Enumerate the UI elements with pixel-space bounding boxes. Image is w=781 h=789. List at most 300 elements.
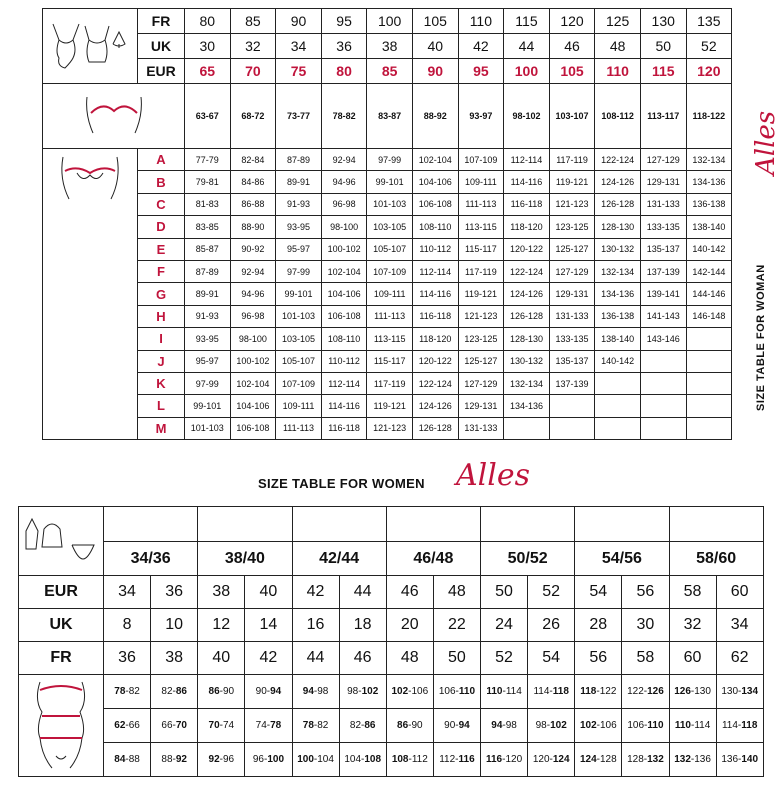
measure-high: 94 — [270, 686, 282, 697]
bust-value: 117-119 — [367, 372, 413, 394]
bust-value: 131-133 — [458, 417, 504, 439]
size-value: 135 — [686, 9, 732, 34]
underbust-value: 78-82 — [321, 84, 367, 149]
bust-value: 120-122 — [412, 350, 458, 372]
bust-value: 102-104 — [321, 260, 367, 282]
bust-value — [640, 417, 686, 439]
measure-high: 126 — [647, 686, 664, 697]
measure-high: 110 — [458, 686, 476, 697]
measure-value: 82-86 — [151, 675, 198, 709]
measure-high: 118 — [552, 686, 569, 697]
measure-value: 90-94 — [433, 709, 480, 743]
size-value: 30 — [185, 34, 231, 59]
size-value: 38 — [367, 34, 413, 59]
measure-low: 116 — [485, 754, 503, 765]
bust-value: 90-92 — [230, 238, 276, 260]
measure-high: 66 — [128, 720, 140, 731]
bust-value: 97-99 — [367, 149, 413, 171]
size-header-row — [43, 34, 732, 59]
size-value: 110 — [595, 59, 641, 84]
bust-value: 114-116 — [504, 171, 550, 193]
measure-value: 106-110 — [433, 675, 480, 709]
size-value: 95 — [458, 59, 504, 84]
cup-label: E — [138, 238, 185, 260]
cup-row — [43, 417, 732, 439]
measure-value: 130-134 — [716, 675, 763, 709]
bust-value — [640, 395, 686, 417]
bust-value: 102-104 — [412, 149, 458, 171]
cup-row — [43, 305, 732, 327]
size-value: 14 — [245, 609, 292, 642]
measure-low: 104 — [344, 754, 362, 765]
bust-value: 132-134 — [595, 260, 641, 282]
measure-value: 66-70 — [151, 709, 198, 743]
size-value: 75 — [276, 59, 322, 84]
bust-value: 118-120 — [412, 328, 458, 350]
bust-value: 138-140 — [686, 216, 732, 238]
measure-low: 114 — [721, 720, 738, 731]
size-value: 85 — [230, 9, 276, 34]
measure-high: 70 — [175, 720, 187, 731]
measure-high: 96 — [222, 754, 235, 765]
size-value: 42 — [292, 576, 339, 609]
table2-title: SIZE TABLE FOR WOMEN — [258, 476, 425, 491]
bust-value: 111-113 — [458, 193, 504, 215]
group-spacer — [481, 507, 575, 542]
measure-high: 122 — [599, 686, 617, 697]
underbust-value: 103-107 — [549, 84, 595, 149]
bust-value: 82-84 — [230, 149, 276, 171]
bust-value: 137-139 — [549, 372, 595, 394]
bust-value: 127-129 — [549, 260, 595, 282]
size-value: 20 — [386, 609, 433, 642]
measure-high: 90 — [411, 720, 423, 731]
measure-low: 124 — [579, 754, 597, 765]
bust-value: 136-138 — [686, 193, 732, 215]
size-value: 42 — [245, 642, 292, 675]
size-value: 90 — [276, 9, 322, 34]
size-value: 65 — [185, 59, 231, 84]
size-value: 12 — [198, 609, 245, 642]
bust-value: 121-123 — [458, 305, 504, 327]
size-header-row — [43, 9, 732, 34]
bust-value: 83-85 — [185, 216, 231, 238]
cup-label: K — [138, 372, 185, 394]
measure-value: 122-126 — [622, 675, 669, 709]
bust-value: 95-97 — [185, 350, 231, 372]
measure-high: 130 — [694, 686, 711, 697]
bust-value: 115-117 — [367, 350, 413, 372]
measure-value: 62-66 — [104, 709, 151, 743]
size-system-row — [19, 642, 764, 675]
bust-value: 131-133 — [549, 305, 595, 327]
measure-low: 102 — [579, 720, 597, 731]
bust-value: 89-91 — [276, 171, 322, 193]
size-system-label: UK — [138, 34, 185, 59]
bust-value: 127-129 — [458, 372, 504, 394]
measure-low: 98 — [347, 686, 359, 697]
bust-value: 106-108 — [321, 305, 367, 327]
size-value: 58 — [622, 642, 669, 675]
measure-value: 98-102 — [339, 675, 386, 709]
bust-value: 91-93 — [276, 193, 322, 215]
measure-low: 66 — [161, 720, 173, 731]
underbust-value: 118-122 — [686, 84, 732, 149]
measure-high: 104 — [317, 754, 334, 765]
size-value: 58 — [669, 576, 716, 609]
bust-value: 124-126 — [595, 171, 641, 193]
size-value: 60 — [669, 642, 716, 675]
measure-value: 98-102 — [528, 709, 575, 743]
bust-illustration — [43, 149, 138, 440]
size-value: 40 — [198, 642, 245, 675]
bust-value: 98-100 — [230, 328, 276, 350]
bust-value — [686, 372, 732, 394]
measure-low: 88 — [161, 754, 173, 765]
size-value: 34 — [276, 34, 322, 59]
size-value: 120 — [686, 59, 732, 84]
size-group: 42/44 — [292, 542, 386, 576]
size-value: 44 — [339, 576, 386, 609]
measure-value: 108-112 — [386, 743, 433, 777]
measure-high: 106 — [411, 686, 429, 697]
measure-low: 86 — [397, 720, 409, 731]
measure-low: 82 — [349, 720, 362, 731]
bust-value: 96-98 — [321, 193, 367, 215]
size-value: 16 — [292, 609, 339, 642]
bust-value: 124-126 — [504, 283, 550, 305]
bust-value: 137-139 — [640, 260, 686, 282]
measure-high: 90 — [222, 686, 235, 697]
size-value: 32 — [230, 34, 276, 59]
measure-high: 134 — [741, 686, 759, 697]
bust-value: 101-103 — [276, 305, 322, 327]
measure-value: 74-78 — [245, 709, 292, 743]
bust-value: 122-124 — [595, 149, 641, 171]
cup-label: D — [138, 216, 185, 238]
size-value: 32 — [669, 609, 716, 642]
size-value: 48 — [386, 642, 433, 675]
measure-high: 78 — [270, 720, 282, 731]
bust-value: 100-102 — [321, 238, 367, 260]
measure-value: 114-118 — [528, 675, 575, 709]
bust-value: 108-110 — [412, 216, 458, 238]
measure-high: 82 — [317, 720, 329, 731]
bust-value: 99-101 — [276, 283, 322, 305]
bust-value: 92-94 — [321, 149, 367, 171]
side-caption — [746, 80, 781, 411]
bust-value — [595, 417, 641, 439]
size-value: 100 — [504, 59, 550, 84]
bust-value: 129-131 — [549, 283, 595, 305]
measure-value: 96-100 — [245, 743, 292, 777]
bust-value: 97-99 — [185, 372, 231, 394]
bust-value: 119-121 — [367, 395, 413, 417]
measure-high: 140 — [741, 754, 759, 765]
women-size-table — [18, 506, 764, 777]
measure-high: 110 — [647, 720, 664, 731]
bust-value: 99-101 — [367, 171, 413, 193]
size-value: 56 — [622, 576, 669, 609]
measure-high: 132 — [647, 754, 664, 765]
bust-value: 79-81 — [185, 171, 231, 193]
size-value: 105 — [412, 9, 458, 34]
bust-value: 134-136 — [504, 395, 550, 417]
size-group: 34/36 — [104, 542, 198, 576]
size-value: 30 — [622, 609, 669, 642]
cup-label: I — [138, 328, 185, 350]
bust-value: 131-133 — [640, 193, 686, 215]
underbust-value: 113-117 — [640, 84, 686, 149]
bust-value: 140-142 — [595, 350, 641, 372]
measure-value: 132-136 — [669, 743, 716, 777]
bust-value — [595, 395, 641, 417]
cup-row — [43, 171, 732, 193]
measure-high: 124 — [552, 754, 570, 765]
measure-row — [19, 743, 764, 777]
cup-row — [43, 283, 732, 305]
bust-value: 86-88 — [230, 193, 276, 215]
bust-value: 126-128 — [595, 193, 641, 215]
size-value: 85 — [367, 59, 413, 84]
measure-high: 116 — [458, 754, 475, 765]
measure-low: 90 — [255, 686, 267, 697]
bust-value: 142-144 — [686, 260, 732, 282]
bust-value: 133-135 — [549, 328, 595, 350]
measure-value: 90-94 — [245, 675, 292, 709]
size-value: 24 — [481, 609, 528, 642]
bust-value: 146-148 — [686, 305, 732, 327]
size-value: 40 — [412, 34, 458, 59]
measure-high: 86 — [175, 686, 187, 697]
measure-low: 74 — [255, 720, 267, 731]
bust-value: 111-113 — [276, 417, 322, 439]
size-value: 80 — [185, 9, 231, 34]
size-value: 52 — [686, 34, 732, 59]
size-value: 46 — [386, 576, 433, 609]
bust-value: 101-103 — [185, 417, 231, 439]
size-system-label: EUR — [138, 59, 185, 84]
measure-high: 114 — [694, 720, 711, 731]
bust-value: 104-106 — [230, 395, 276, 417]
bust-value: 102-104 — [230, 372, 276, 394]
bust-value: 109-111 — [367, 283, 413, 305]
measure-low: 98 — [535, 720, 547, 731]
bust-value: 119-121 — [458, 283, 504, 305]
size-value: 56 — [575, 642, 622, 675]
bust-value: 134-136 — [686, 171, 732, 193]
bust-value — [640, 350, 686, 372]
measure-value: 120-124 — [528, 743, 575, 777]
size-value: 62 — [716, 642, 763, 675]
size-system-label: FR — [19, 642, 104, 675]
bust-value: 106-108 — [230, 417, 276, 439]
bust-value: 91-93 — [185, 305, 231, 327]
measure-high: 114 — [505, 686, 522, 697]
underbust-value: 73-77 — [276, 84, 322, 149]
cup-row — [43, 193, 732, 215]
measure-row — [19, 709, 764, 743]
size-value: 44 — [292, 642, 339, 675]
measure-low: 114 — [533, 686, 550, 697]
measure-value: 92-96 — [198, 743, 245, 777]
cup-row — [43, 328, 732, 350]
measure-value: 84-88 — [104, 743, 151, 777]
size-group: 54/56 — [575, 542, 669, 576]
bust-value: 107-109 — [276, 372, 322, 394]
bust-value: 97-99 — [276, 260, 322, 282]
bust-value: 87-89 — [185, 260, 231, 282]
bust-value: 94-96 — [321, 171, 367, 193]
size-system-label: UK — [19, 609, 104, 642]
measure-value: 82-86 — [339, 709, 386, 743]
cup-label: H — [138, 305, 185, 327]
measure-low: 78 — [302, 720, 314, 731]
bust-value: 99-101 — [185, 395, 231, 417]
bust-value: 110-112 — [321, 350, 367, 372]
bust-value — [686, 417, 732, 439]
measure-low: 106 — [438, 686, 456, 697]
bust-value: 103-105 — [367, 216, 413, 238]
group-spacer — [292, 507, 386, 542]
bust-value: 129-131 — [640, 171, 686, 193]
measure-low: 94 — [302, 686, 314, 697]
size-value: 80 — [321, 59, 367, 84]
measure-low: 106 — [627, 720, 645, 731]
bust-value: 125-127 — [458, 350, 504, 372]
size-value: 46 — [339, 642, 386, 675]
bust-value: 109-111 — [276, 395, 322, 417]
brand-logo: Alles — [751, 110, 781, 175]
bust-value: 130-132 — [504, 350, 550, 372]
size-value: 120 — [549, 9, 595, 34]
measure-high: 88 — [128, 754, 140, 765]
measure-low: 86 — [208, 686, 220, 697]
measure-high: 98 — [317, 686, 329, 697]
bust-value: 126-128 — [412, 417, 458, 439]
side-title: SIZE TABLE FOR WOMAN — [755, 264, 767, 411]
size-group: 46/48 — [386, 542, 480, 576]
cup-row — [43, 350, 732, 372]
measure-value: 70-74 — [198, 709, 245, 743]
size-value: 60 — [716, 576, 763, 609]
bust-value: 115-117 — [458, 238, 504, 260]
underbust-value: 93-97 — [458, 84, 504, 149]
measure-value: 100-104 — [292, 743, 339, 777]
size-value: 50 — [481, 576, 528, 609]
measure-value: 110-114 — [669, 709, 716, 743]
size-value: 50 — [433, 642, 480, 675]
bust-value: 110-112 — [412, 238, 458, 260]
size-value: 26 — [528, 609, 575, 642]
measure-value: 78-82 — [292, 709, 339, 743]
underbust-value: 83-87 — [367, 84, 413, 149]
cup-label: A — [138, 149, 185, 171]
size-value: 36 — [104, 642, 151, 675]
bust-value: 122-124 — [504, 260, 550, 282]
bust-value: 104-106 — [412, 171, 458, 193]
bust-value: 129-131 — [458, 395, 504, 417]
bust-value: 77-79 — [185, 149, 231, 171]
measure-low: 82 — [161, 686, 173, 697]
bust-value: 113-115 — [458, 216, 504, 238]
size-group: 38/40 — [198, 542, 292, 576]
bust-value: 101-103 — [367, 193, 413, 215]
size-group-row — [19, 542, 764, 576]
size-value: 10 — [151, 609, 198, 642]
group-spacer — [575, 507, 669, 542]
size-value: 8 — [104, 609, 151, 642]
measure-low: 84 — [114, 754, 126, 765]
measure-low: 94 — [491, 720, 503, 731]
measure-high: 112 — [411, 754, 428, 765]
cup-label: B — [138, 171, 185, 193]
measure-value: 116-120 — [481, 743, 528, 777]
bust-value — [549, 417, 595, 439]
size-value: 115 — [504, 9, 550, 34]
size-value: 100 — [367, 9, 413, 34]
measure-low: 118 — [580, 686, 597, 697]
bust-value: 132-134 — [504, 372, 550, 394]
measure-low: 100 — [297, 754, 314, 765]
measure-value: 78-82 — [104, 675, 151, 709]
measure-row — [19, 675, 764, 709]
measure-high: 98 — [505, 720, 517, 731]
measure-value: 102-106 — [575, 709, 622, 743]
size-value: 36 — [151, 576, 198, 609]
bust-value: 123-125 — [458, 328, 504, 350]
size-system-row — [19, 609, 764, 642]
bust-value: 89-91 — [185, 283, 231, 305]
bust-value: 87-89 — [276, 149, 322, 171]
bust-value — [549, 395, 595, 417]
size-value: 38 — [151, 642, 198, 675]
measure-high: 136 — [694, 754, 711, 765]
bust-value: 127-129 — [640, 149, 686, 171]
group-spacer — [198, 507, 292, 542]
measure-low: 126 — [674, 686, 691, 697]
bra-size-table — [42, 8, 732, 440]
size-value: 105 — [549, 59, 595, 84]
bust-value: 113-115 — [367, 328, 413, 350]
size-system-label: FR — [138, 9, 185, 34]
measure-high: 94 — [458, 720, 470, 731]
bust-value: 124-126 — [412, 395, 458, 417]
bust-value — [686, 395, 732, 417]
size-value: 18 — [339, 609, 386, 642]
underbust-row — [43, 84, 732, 149]
size-value: 52 — [528, 576, 575, 609]
cup-label: L — [138, 395, 185, 417]
bust-value: 119-121 — [549, 171, 595, 193]
cup-label: F — [138, 260, 185, 282]
bust-value: 121-123 — [367, 417, 413, 439]
measure-high: 120 — [505, 754, 523, 765]
cup-row — [43, 260, 732, 282]
group-spacer-row — [19, 507, 764, 542]
size-system-label: EUR — [19, 576, 104, 609]
size-value: 50 — [640, 34, 686, 59]
bust-value: 128-130 — [504, 328, 550, 350]
measure-low: 62 — [114, 720, 126, 731]
bust-value: 140-142 — [686, 238, 732, 260]
bust-value: 98-100 — [321, 216, 367, 238]
group-spacer — [669, 507, 763, 542]
measure-value: 86-90 — [386, 709, 433, 743]
body-figure-illustration — [19, 675, 104, 777]
bust-value: 117-119 — [458, 260, 504, 282]
bust-value: 92-94 — [230, 260, 276, 282]
